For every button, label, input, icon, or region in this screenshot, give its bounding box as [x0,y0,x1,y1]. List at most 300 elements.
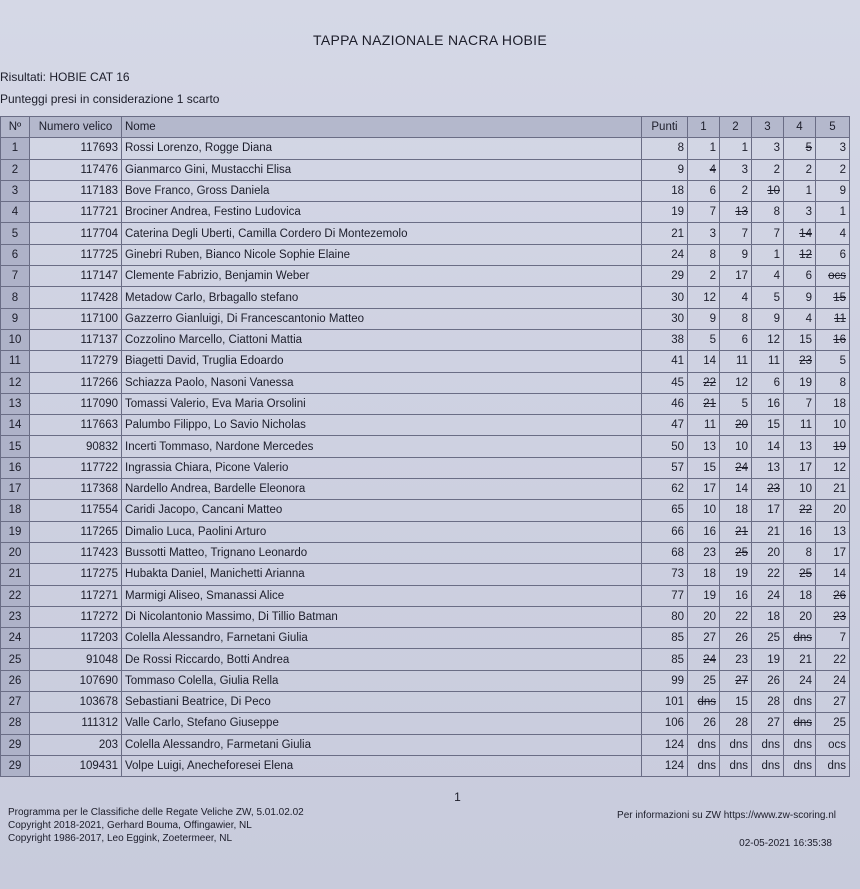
race-1-score-cell: 8 [688,244,720,265]
sail-number-cell: 117203 [30,628,122,649]
race-5-score-cell: 2 [816,159,850,180]
race-3-score-cell: 5 [752,287,784,308]
pos-cell: 6 [1,244,30,265]
pos-cell: 4 [1,202,30,223]
points-cell: 124 [642,755,688,776]
race-1-score-cell: 20 [688,606,720,627]
race-3-score-cell: 26 [752,670,784,691]
pos-cell: 29 [1,734,30,755]
table-row [1,393,850,414]
race-1-score-cell: 10 [688,500,720,521]
race-5-score-cell: 13 [816,521,850,542]
race-2-score-cell: 1 [720,138,752,159]
pos-cell: 20 [1,542,30,563]
page-number: 1 [454,790,461,804]
race-4-score-cell: dns [784,755,816,776]
sail-number-cell: 111312 [30,713,122,734]
race-2-score-cell: 7 [720,223,752,244]
crew-name-cell: Colella Alessandro, Farmetani Giulia [122,734,642,755]
race-1-score-cell: 24 [688,649,720,670]
table-row [1,755,850,776]
points-cell: 85 [642,649,688,670]
race-3-score-cell: 13 [752,457,784,478]
table-row [1,585,850,606]
sail-number-cell: 117693 [30,138,122,159]
table-row [1,244,850,265]
race-5-score-cell: 11 [816,308,850,329]
race-3-score-cell: 3 [752,138,784,159]
pos-cell: 3 [1,180,30,201]
race-4-score-cell: 1 [784,180,816,201]
sail-number-cell: 117368 [30,479,122,500]
race-5-score-cell: 15 [816,287,850,308]
table-row [1,542,850,563]
race-5-score-cell: ocs [816,266,850,287]
sail-number-cell: 117147 [30,266,122,287]
pos-cell: 29 [1,755,30,776]
crew-name-cell: Palumbo Filippo, Lo Savio Nicholas [122,415,642,436]
pos-cell: 8 [1,287,30,308]
points-cell: 73 [642,564,688,585]
pos-cell: 21 [1,564,30,585]
race-2-score-cell: 27 [720,670,752,691]
table-row [1,628,850,649]
pos-cell: 22 [1,585,30,606]
col-header-sail: Numero velico [30,117,122,138]
table-row [1,159,850,180]
pos-cell: 17 [1,479,30,500]
col-header-race-2: 2 [720,117,752,138]
race-1-score-cell: 9 [688,308,720,329]
footer-timestamp: 02-05-2021 16:35:38 [739,838,832,849]
sail-number-cell: 109431 [30,755,122,776]
race-3-score-cell: 15 [752,415,784,436]
race-4-score-cell: 24 [784,670,816,691]
crew-name-cell: Gianmarco Gini, Mustacchi Elisa [122,159,642,180]
sail-number-cell: 117704 [30,223,122,244]
race-5-score-cell: 14 [816,564,850,585]
sail-number-cell: 117090 [30,393,122,414]
race-5-score-cell: 25 [816,713,850,734]
crew-name-cell: Caridi Jacopo, Cancani Matteo [122,500,642,521]
sail-number-cell: 117266 [30,372,122,393]
race-1-score-cell: 26 [688,713,720,734]
race-2-score-cell: 17 [720,266,752,287]
points-cell: 106 [642,713,688,734]
crew-name-cell: Sebastiani Beatrice, Di Peco [122,692,642,713]
race-4-score-cell: 19 [784,372,816,393]
crew-name-cell: Schiazza Paolo, Nasoni Vanessa [122,372,642,393]
race-5-score-cell: 27 [816,692,850,713]
results-table [0,116,850,777]
pos-cell: 16 [1,457,30,478]
race-5-score-cell: 10 [816,415,850,436]
race-5-score-cell: ocs [816,734,850,755]
race-5-score-cell: 5 [816,351,850,372]
sail-number-cell: 117722 [30,457,122,478]
race-2-score-cell: 9 [720,244,752,265]
table-row [1,670,850,691]
race-1-score-cell: 17 [688,479,720,500]
race-3-score-cell: dns [752,734,784,755]
race-3-score-cell: 2 [752,159,784,180]
race-5-score-cell: 16 [816,329,850,350]
pos-cell: 7 [1,266,30,287]
points-cell: 29 [642,266,688,287]
points-cell: 124 [642,734,688,755]
race-3-score-cell: 18 [752,606,784,627]
sail-number-cell: 117183 [30,180,122,201]
race-2-score-cell: 23 [720,649,752,670]
footer-line: Programma per le Classifiche delle Regate Veliche ZW, 5.01.02.02 [8,807,304,818]
pos-cell: 1 [1,138,30,159]
points-cell: 77 [642,585,688,606]
race-3-score-cell: 8 [752,202,784,223]
race-3-score-cell: 24 [752,585,784,606]
race-5-score-cell: 4 [816,223,850,244]
crew-name-cell: Ingrassia Chiara, Picone Valerio [122,457,642,478]
race-2-score-cell: 4 [720,287,752,308]
crew-name-cell: Ginebri Ruben, Bianco Nicole Sophie Elaine [122,244,642,265]
crew-name-cell: Rossi Lorenzo, Rogge Diana [122,138,642,159]
crew-name-cell: Valle Carlo, Stefano Giuseppe [122,713,642,734]
race-4-score-cell: dns [784,628,816,649]
race-2-score-cell: 21 [720,521,752,542]
document-title: TAPPA NAZIONALE NACRA HOBIE [313,32,547,48]
col-header-race-3: 3 [752,117,784,138]
race-3-score-cell: 1 [752,244,784,265]
race-2-score-cell: 16 [720,585,752,606]
crew-name-cell: Volpe Luigi, Anecheforesei Elena [122,755,642,776]
points-cell: 65 [642,500,688,521]
points-cell: 21 [642,223,688,244]
race-5-score-cell: 1 [816,202,850,223]
race-3-score-cell: 9 [752,308,784,329]
crew-name-cell: Brociner Andrea, Festino Ludovica [122,202,642,223]
footer-line: Copyright 1986-2017, Leo Eggink, Zoetermeer, NL [8,833,233,844]
col-header-race-5: 5 [816,117,850,138]
race-2-score-cell: 14 [720,479,752,500]
race-3-score-cell: 14 [752,436,784,457]
pos-cell: 11 [1,351,30,372]
crew-name-cell: Di Nicolantonio Massimo, Di Tillio Batman [122,606,642,627]
race-3-score-cell: 17 [752,500,784,521]
pos-cell: 10 [1,329,30,350]
race-2-score-cell: dns [720,734,752,755]
race-4-score-cell: 17 [784,457,816,478]
crew-name-cell: Metadow Carlo, Brbagallo stefano [122,287,642,308]
race-2-score-cell: 18 [720,500,752,521]
race-4-score-cell: 14 [784,223,816,244]
race-3-score-cell: 23 [752,479,784,500]
pos-cell: 12 [1,372,30,393]
points-cell: 101 [642,692,688,713]
crew-name-cell: Hubakta Daniel, Manichetti Arianna [122,564,642,585]
table-row [1,415,850,436]
race-1-score-cell: 14 [688,351,720,372]
race-4-score-cell: 5 [784,138,816,159]
points-cell: 9 [642,159,688,180]
points-cell: 45 [642,372,688,393]
sail-number-cell: 117137 [30,329,122,350]
sail-number-cell: 107690 [30,670,122,691]
sail-number-cell: 117265 [30,521,122,542]
points-cell: 8 [642,138,688,159]
race-3-score-cell: 19 [752,649,784,670]
table-row [1,713,850,734]
race-2-score-cell: 12 [720,372,752,393]
table-row [1,500,850,521]
points-cell: 30 [642,287,688,308]
race-4-score-cell: 12 [784,244,816,265]
table-row [1,457,850,478]
footer-line: Copyright 2018-2021, Gerhard Bouma, Offingawier, NL [8,820,252,831]
crew-name-cell: Tomassi Valerio, Eva Maria Orsolini [122,393,642,414]
pos-cell: 23 [1,606,30,627]
crew-name-cell: Caterina Degli Uberti, Camilla Cordero Di Montezemolo [122,223,642,244]
race-1-score-cell: dns [688,734,720,755]
race-1-score-cell: 15 [688,457,720,478]
table-row [1,479,850,500]
discard-note: Punteggi presi in considerazione 1 scarto [0,92,220,106]
pos-cell: 2 [1,159,30,180]
race-5-score-cell: 21 [816,479,850,500]
race-3-score-cell: 7 [752,223,784,244]
race-1-score-cell: 7 [688,202,720,223]
race-3-score-cell: 12 [752,329,784,350]
points-cell: 50 [642,436,688,457]
race-4-score-cell: dns [784,734,816,755]
points-cell: 85 [642,628,688,649]
race-3-score-cell: 28 [752,692,784,713]
results-class-label: Risultati: HOBIE CAT 16 [0,70,130,84]
pos-cell: 5 [1,223,30,244]
points-cell: 19 [642,202,688,223]
sail-number-cell: 117423 [30,542,122,563]
results-rows [1,138,850,777]
pos-cell: 19 [1,521,30,542]
crew-name-cell: Biagetti David, Truglia Edoardo [122,351,642,372]
race-3-score-cell: 25 [752,628,784,649]
col-header-points: Punti [642,117,688,138]
col-header-race-1: 1 [688,117,720,138]
sail-number-cell: 117271 [30,585,122,606]
race-5-score-cell: 12 [816,457,850,478]
table-row [1,287,850,308]
race-4-score-cell: 25 [784,564,816,585]
crew-name-cell: Marmigi Aliseo, Smanassi Alice [122,585,642,606]
race-4-score-cell: dns [784,713,816,734]
crew-name-cell: De Rossi Riccardo, Botti Andrea [122,649,642,670]
race-3-score-cell: 22 [752,564,784,585]
race-2-score-cell: 8 [720,308,752,329]
race-1-score-cell: 23 [688,542,720,563]
race-5-score-cell: 3 [816,138,850,159]
table-header-row [1,117,850,138]
footer-credits [8,806,304,845]
points-cell: 62 [642,479,688,500]
points-cell: 30 [642,308,688,329]
table-row [1,138,850,159]
race-2-score-cell: 10 [720,436,752,457]
race-1-score-cell: 4 [688,159,720,180]
table-row [1,564,850,585]
race-5-score-cell: 23 [816,606,850,627]
race-2-score-cell: dns [720,755,752,776]
pos-cell: 9 [1,308,30,329]
race-1-score-cell: 16 [688,521,720,542]
race-5-score-cell: dns [816,755,850,776]
sail-number-cell: 117272 [30,606,122,627]
race-5-score-cell: 8 [816,372,850,393]
sail-number-cell: 117428 [30,287,122,308]
race-1-score-cell: 27 [688,628,720,649]
race-3-score-cell: 16 [752,393,784,414]
points-cell: 66 [642,521,688,542]
race-1-score-cell: 12 [688,287,720,308]
crew-name-cell: Dimalio Luca, Paolini Arturo [122,521,642,542]
table-row [1,266,850,287]
race-3-score-cell: 21 [752,521,784,542]
table-row [1,436,850,457]
sail-number-cell: 117721 [30,202,122,223]
race-5-score-cell: 22 [816,649,850,670]
race-4-score-cell: dns [784,692,816,713]
race-1-score-cell: 1 [688,138,720,159]
race-2-score-cell: 13 [720,202,752,223]
crew-name-cell: Colella Alessandro, Farnetani Giulia [122,628,642,649]
race-1-score-cell: 5 [688,329,720,350]
race-2-score-cell: 5 [720,393,752,414]
race-5-score-cell: 19 [816,436,850,457]
pos-cell: 18 [1,500,30,521]
race-5-score-cell: 17 [816,542,850,563]
race-1-score-cell: 22 [688,372,720,393]
table-row [1,329,850,350]
race-3-score-cell: 11 [752,351,784,372]
points-cell: 68 [642,542,688,563]
race-4-score-cell: 2 [784,159,816,180]
points-cell: 46 [642,393,688,414]
footer-info-link: Per informazioni su ZW https://www.zw-scoring.nl [617,810,836,821]
race-1-score-cell: 19 [688,585,720,606]
race-1-score-cell: 25 [688,670,720,691]
race-4-score-cell: 22 [784,500,816,521]
crew-name-cell: Gazzerro Gianluigi, Di Francescantonio Matteo [122,308,642,329]
col-header-name: Nome [122,117,642,138]
race-1-score-cell: dns [688,755,720,776]
pos-cell: 15 [1,436,30,457]
race-4-score-cell: 6 [784,266,816,287]
sail-number-cell: 117663 [30,415,122,436]
points-cell: 24 [642,244,688,265]
table-row [1,202,850,223]
race-1-score-cell: dns [688,692,720,713]
crew-name-cell: Bussotti Matteo, Trignano Leonardo [122,542,642,563]
race-4-score-cell: 23 [784,351,816,372]
race-2-score-cell: 11 [720,351,752,372]
race-3-score-cell: 20 [752,542,784,563]
race-1-score-cell: 18 [688,564,720,585]
points-cell: 47 [642,415,688,436]
crew-name-cell: Tommaso Colella, Giulia Rella [122,670,642,691]
points-cell: 41 [642,351,688,372]
sail-number-cell: 117554 [30,500,122,521]
sail-number-cell: 91048 [30,649,122,670]
race-2-score-cell: 24 [720,457,752,478]
pos-cell: 13 [1,393,30,414]
race-5-score-cell: 9 [816,180,850,201]
race-1-score-cell: 21 [688,393,720,414]
pos-cell: 26 [1,670,30,691]
race-2-score-cell: 19 [720,564,752,585]
race-5-score-cell: 20 [816,500,850,521]
points-cell: 80 [642,606,688,627]
table-row [1,372,850,393]
table-row [1,180,850,201]
points-cell: 38 [642,329,688,350]
race-2-score-cell: 15 [720,692,752,713]
sail-number-cell: 117476 [30,159,122,180]
race-2-score-cell: 26 [720,628,752,649]
race-3-score-cell: 6 [752,372,784,393]
table-row [1,308,850,329]
race-1-score-cell: 3 [688,223,720,244]
race-4-score-cell: 18 [784,585,816,606]
sail-number-cell: 117275 [30,564,122,585]
race-5-score-cell: 7 [816,628,850,649]
table-row [1,521,850,542]
race-2-score-cell: 28 [720,713,752,734]
pos-cell: 27 [1,692,30,713]
race-4-score-cell: 20 [784,606,816,627]
race-4-score-cell: 15 [784,329,816,350]
race-4-score-cell: 21 [784,649,816,670]
pos-cell: 24 [1,628,30,649]
race-5-score-cell: 26 [816,585,850,606]
crew-name-cell: Cozzolino Marcello, Ciattoni Mattia [122,329,642,350]
race-1-score-cell: 2 [688,266,720,287]
crew-name-cell: Nardello Andrea, Bardelle Eleonora [122,479,642,500]
race-2-score-cell: 3 [720,159,752,180]
sail-number-cell: 117279 [30,351,122,372]
race-4-score-cell: 4 [784,308,816,329]
table-row [1,692,850,713]
table-row [1,606,850,627]
race-5-score-cell: 6 [816,244,850,265]
race-3-score-cell: dns [752,755,784,776]
race-3-score-cell: 27 [752,713,784,734]
race-3-score-cell: 4 [752,266,784,287]
race-2-score-cell: 22 [720,606,752,627]
table-row [1,734,850,755]
table-row [1,351,850,372]
table-row [1,223,850,244]
sail-number-cell: 117100 [30,308,122,329]
race-2-score-cell: 25 [720,542,752,563]
points-cell: 57 [642,457,688,478]
sail-number-cell: 103678 [30,692,122,713]
race-1-score-cell: 6 [688,180,720,201]
pos-cell: 25 [1,649,30,670]
race-4-score-cell: 13 [784,436,816,457]
pos-cell: 14 [1,415,30,436]
crew-name-cell: Bove Franco, Gross Daniela [122,180,642,201]
crew-name-cell: Clemente Fabrizio, Benjamin Weber [122,266,642,287]
race-5-score-cell: 18 [816,393,850,414]
col-header-race-4: 4 [784,117,816,138]
sail-number-cell: 117725 [30,244,122,265]
